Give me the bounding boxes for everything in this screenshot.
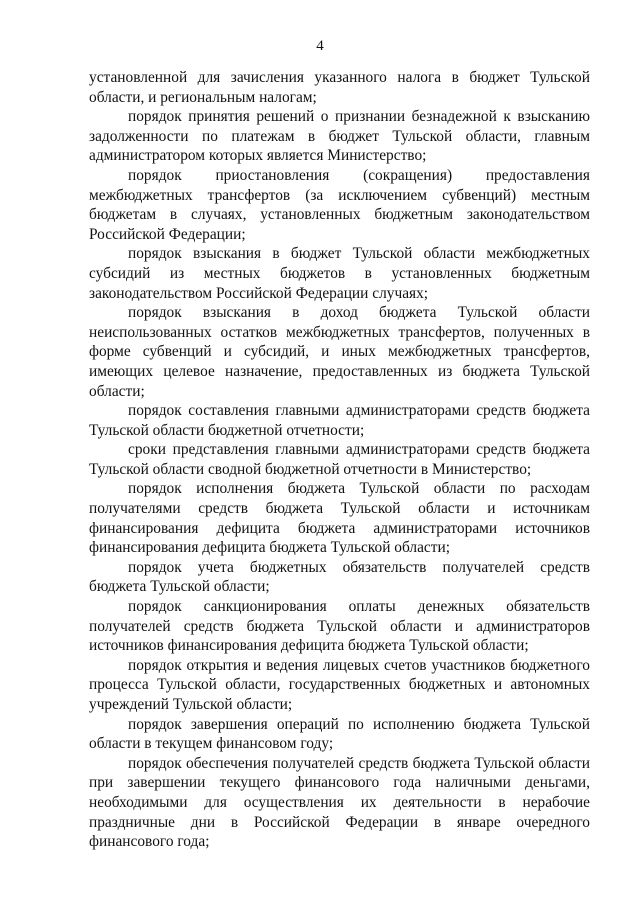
- paragraph: порядок составления главными администраторами средств бюджета Тульской области бюджетной отчетности;: [89, 402, 590, 439]
- paragraph: порядок принятия решений о признании безнадежной к взысканию задолженности по платежам в бюджет Тульской области, главным администратором которых является Министерство;: [89, 108, 590, 165]
- paragraph: порядок завершения операций по исполнению бюджета Тульской области в текущем финансовом году;: [89, 715, 590, 753]
- paragraph: порядок взыскания в бюджет Тульской области межбюджетных субсидий из местных бюджетов в установленных бюджетным законодательством Российской Федерации случаях;: [89, 245, 590, 302]
- paragraph: порядок обеспечения получателей средств бюджета Тульской области при завершении текущего финансового года наличными деньгами, необходимыми для осуществления их деятельности в нерабочие праздничные дни в Российской Федерации в январе очередного финансового года;: [89, 754, 590, 851]
- paragraph: порядок приостановления (сокращения) предоставления межбюджетных трансфертов (за исключением субвенций) местным бюджетам в случаях, установленных бюджетным законодательством Российской Федерации;: [89, 166, 590, 243]
- page-number: 4: [316, 38, 324, 54]
- paragraph: порядок исполнения бюджета Тульской области по расходам получателями средств бюджета Тульской области и источникам финансирования дефицита бюджета администраторами источников финансирования дефицита бюджета Тульской области;: [89, 480, 590, 557]
- paragraph: порядок учета бюджетных обязательств получателей средств бюджета Тульской области;: [89, 558, 590, 596]
- paragraph: порядок санкционирования оплаты денежных обязательств получателей средств бюджета Тульской области и администраторов источников финансирования дефицита бюджета Тульской области;: [89, 598, 590, 655]
- paragraph: порядок взыскания в доход бюджета Тульской области неиспользованных остатков межбюджетных трансфертов, полученных в форме субвенций и субсидий, и иных межбюджетных трансфертов, имеющих целевое назначение, предоставленных из бюджета Тульской области;: [89, 304, 590, 400]
- paragraph: сроки представления главными администраторами средств бюджета Тульской области сводной бюджетной отчетности в Министерство;: [89, 441, 590, 478]
- paragraph-continuation: установленной для зачисления указанного налога в бюджет Тульской области, и региональным налогам;: [89, 69, 590, 106]
- paragraph: порядок открытия и ведения лицевых счетов участников бюджетного процесса Тульской области, государственных бюджетных и автономных учреждений Тульской области;: [89, 656, 590, 713]
- document-body: [89, 68, 590, 852]
